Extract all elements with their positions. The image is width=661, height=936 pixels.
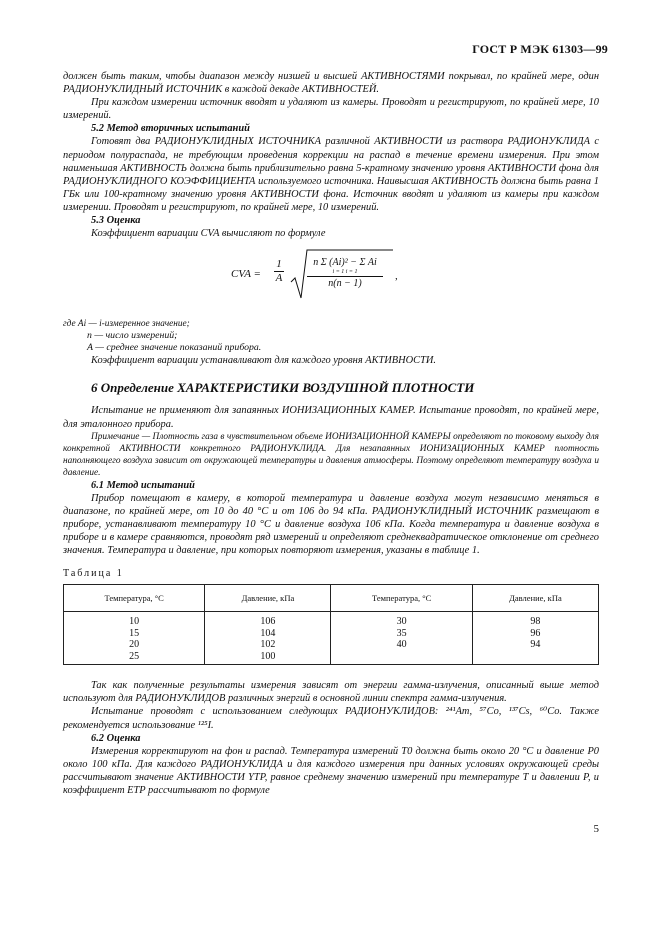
section-heading-6: 6 Определение ХАРАКТЕРИСТИКИ ВОЗДУШНОЙ ПЛОТНОСТИ	[91, 380, 475, 396]
formula-abar: $\overline{A}$	[275, 272, 283, 285]
where-block	[63, 318, 599, 354]
table-header-row	[64, 585, 599, 612]
page-body	[63, 70, 599, 797]
paragraph: Испытание не применяют для запаянных ИОНИЗАЦИОННЫХ КАМЕР. Испытание проводят, по крайней мере, для эталонного прибора.	[63, 405, 599, 430]
cv-formula	[231, 248, 599, 308]
formula-comma: ,	[395, 270, 398, 283]
paragraph: должен быть таким, чтобы диапазон между низшей и высшей АКТИВНОСТЯМИ покрывал, по крайней мере, один РАДИОНУКЛИДНЫЙ ИСТОЧНИК в каждой декаде АКТИВНОСТЕЙ.	[63, 71, 599, 96]
table-cell: 106 104 102 100	[205, 612, 331, 665]
formula-prefactor	[274, 258, 284, 285]
where-line: где Ai — i-измеренное значение;	[63, 319, 190, 330]
table-header: Давление, кПа	[472, 585, 598, 612]
subsection-heading-6-2: 6.2 Оценка	[91, 732, 141, 744]
paragraph: Прибор помещают в камеру, в которой температура и давление воздуха могут независимо меняться в диапазоне, по крайней мере, от 10 до 40 °С и от 106 до 94 кПа. РАДИОНУКЛИДНЫЙ ИСТОЧНИК размещают в приборе, устанавливают температуру 10 °С и давление воздуха 106 кПа. Когда температура и давление воздуха в приборе и в камере сравняются, проводят ряд измерений и определяют среднеквадратическое отклонение от среднего значения. Температура и давление, при которых повторяют измерения, указаны в таблице 1.	[63, 492, 599, 557]
paragraph: При каждом измерении источник вводят и удаляют из камеры. Проводят и регистрируют, по крайней мере, 10 измерений.	[63, 97, 599, 122]
page-number: 5	[593, 823, 599, 835]
paragraph: Коэффициент вариации устанавливают для каждого уровня АКТИВНОСТИ.	[91, 355, 436, 367]
table-header: Температура, °С	[64, 585, 205, 612]
note: Примечание — Плотность газа в чувствительном объеме ИОНИЗАЦИОННОЙ КАМЕРЫ определяют по токовому выходу для конкретной АКТИВНОСТИ конкретного РАДИОНУКЛИДА. Для незапаянных ИОНИЗАЦИОННЫХ КАМЕР плотность наполняющего воздуха зависит от окружающей температуры и давления атмосферы. Поэтому определяют температуру воздуха и давление.	[63, 431, 599, 478]
paragraph: Коэффициент вариации CVA вычисляют по формуле	[91, 228, 326, 240]
subsection-heading-5-2: 5.2 Метод вторичных испытаний	[91, 123, 250, 135]
table-header: Давление, кПа	[205, 585, 331, 612]
table-cell: 10 15 20 25	[64, 612, 205, 665]
paragraph: Готовят два РАДИОНУКЛИДНЫХ ИСТОЧНИКА различной АКТИВНОСТИ из раствора РАДИОНУКЛИДА с периодом полураспада, не требующим проведения коррекции на распад в течение времени измерения. При этом наименьшая АКТИВНОСТЬ должна быть приблизительно равна 5-кратному значению уровня АКТИВНОСТИ фона для РАДИОНУКЛИДНОГО КОЭФФИЦИЕНТА используемого источника. Наивысшая АКТИВНОСТЬ должна быть равна 1 ГБк или 100-кратному значению уровня АКТИВНОСТИ фона. Источник вводят и удаляют из камеры при каждом измерении. Проводят и регистрируют, по крайней мере, 10 измерений.	[63, 136, 599, 213]
table-row	[64, 612, 599, 665]
table-cell: 30 35 40	[331, 612, 472, 665]
table-1	[63, 584, 599, 665]
where-line: A — среднее значение показаний прибора.	[87, 342, 262, 354]
table-header: Температура, °С	[331, 585, 472, 612]
paragraph: Испытание проводят с использованием следующих РАДИОНУКЛИДОВ: ²⁴¹Am, ⁵⁷Co, ¹³⁷Cs, ⁶⁰Co. Также рекомендуется использование ¹²⁵I.	[63, 706, 599, 731]
subsection-heading-5-3: 5.3 Оценка	[91, 215, 141, 227]
formula-denominator: n(n − 1)	[328, 278, 362, 290]
table-cell: 98 96 94	[472, 612, 598, 665]
where-line: n — число измерений;	[87, 330, 178, 342]
paragraph: Измерения корректируют на фон и распад. Температура измерений T0 должна быть около 20 °С и давление P0 около 100 кПа. Для каждого РАДИОНУКЛИДА и для каждого измерения при данных условиях окружающей среды рассчитывают значение АКТИВНОСТИ YTP, равное среднему значению измерений при температуре T и давлении P, и коэффициент ETP рассчитывают по формуле	[63, 745, 599, 796]
formula-limits: i = 1 i = 1	[307, 269, 383, 277]
subsection-heading-6-1: 6.1 Метод испытаний	[91, 479, 195, 491]
formula-numerator: n Σ (Ai)² − Σ Ai	[313, 257, 377, 269]
gost-header: ГОСТ Р МЭК 61303—99	[472, 42, 608, 56]
table-caption: Таблица 1	[63, 568, 124, 580]
paragraph: Так как полученные результаты измерения зависят от энергии гамма-излучения, описанный выше метод используют для РАДИОНУКЛИДОВ различных энергий в основной линии спектра гамма-излучения.	[63, 680, 599, 705]
formula-lhs: CVA =	[231, 268, 261, 281]
formula-one: 1	[274, 258, 284, 272]
formula-radicand	[307, 256, 383, 290]
